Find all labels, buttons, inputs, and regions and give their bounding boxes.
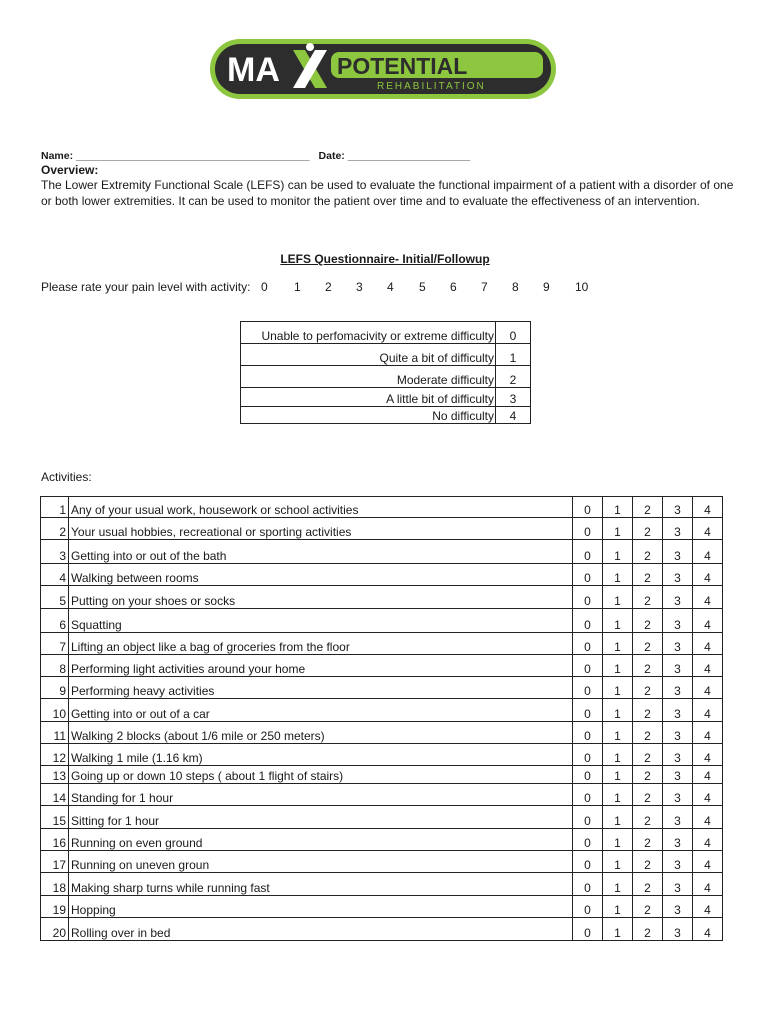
activity-description: Putting on your shoes or socks (69, 586, 573, 609)
activity-description: Hopping (69, 896, 573, 918)
score-option-3[interactable]: 3 (663, 851, 693, 873)
score-option-4[interactable]: 4 (693, 540, 723, 564)
score-option-0[interactable]: 0 (573, 829, 603, 851)
score-option-3[interactable]: 3 (663, 586, 693, 609)
scale-value: 4 (496, 407, 531, 424)
overview-title: Overview: (41, 163, 99, 177)
activity-description: Squatting (69, 609, 573, 633)
score-option-1[interactable]: 1 (603, 766, 633, 784)
score-option-2[interactable]: 2 (633, 784, 663, 806)
scale-row (241, 366, 531, 388)
activity-number: 12 (41, 744, 69, 766)
logo-brand-right: POTENTIAL (337, 53, 468, 79)
score-option-0[interactable]: 0 (573, 564, 603, 586)
score-option-2[interactable]: 2 (633, 873, 663, 896)
score-option-1[interactable]: 1 (603, 655, 633, 677)
activity-number: 7 (41, 633, 69, 655)
score-option-2[interactable]: 2 (633, 586, 663, 609)
score-option-3[interactable]: 3 (663, 829, 693, 851)
activities-label: Activities: (41, 470, 92, 484)
score-option-2[interactable]: 2 (633, 497, 663, 518)
score-option-1[interactable]: 1 (603, 699, 633, 722)
score-option-1[interactable]: 1 (603, 806, 633, 829)
table-row (41, 744, 723, 766)
activity-number: 15 (41, 806, 69, 829)
activity-number: 3 (41, 540, 69, 564)
activity-number: 9 (41, 677, 69, 699)
score-option-3[interactable]: 3 (663, 784, 693, 806)
score-option-0[interactable]: 0 (573, 896, 603, 918)
score-option-2[interactable]: 2 (633, 609, 663, 633)
table-row (41, 633, 723, 655)
score-option-2[interactable]: 2 (633, 851, 663, 873)
pain-level-option[interactable]: 5 (419, 280, 426, 294)
score-option-2[interactable]: 2 (633, 540, 663, 564)
score-option-3[interactable]: 3 (663, 564, 693, 586)
score-option-0[interactable]: 0 (573, 784, 603, 806)
table-row (41, 655, 723, 677)
score-option-3[interactable]: 3 (663, 806, 693, 829)
score-option-0[interactable]: 0 (573, 806, 603, 829)
activity-description: Getting into or out of the bath (69, 540, 573, 564)
score-option-2[interactable]: 2 (633, 677, 663, 699)
pain-level-option[interactable]: 6 (450, 280, 457, 294)
score-option-4[interactable]: 4 (693, 699, 723, 722)
score-option-0[interactable]: 0 (573, 540, 603, 564)
table-row (41, 540, 723, 564)
score-option-0[interactable]: 0 (573, 677, 603, 699)
difficulty-scale-table (240, 321, 531, 424)
score-option-3[interactable]: 3 (663, 918, 693, 941)
name-date-line (41, 150, 470, 162)
score-option-2[interactable]: 2 (633, 655, 663, 677)
activity-number: 2 (41, 518, 69, 540)
table-row (41, 766, 723, 784)
logo-tagline: REHABILITATION (377, 81, 486, 92)
score-option-4[interactable]: 4 (693, 851, 723, 873)
activity-number: 1 (41, 497, 69, 518)
score-option-3[interactable]: 3 (663, 699, 693, 722)
questionnaire-title-text: LEFS Questionnaire- Initial/Followup (280, 252, 490, 266)
score-option-3[interactable]: 3 (663, 655, 693, 677)
scale-value: 3 (496, 388, 531, 407)
score-option-4[interactable]: 4 (693, 784, 723, 806)
score-option-4[interactable]: 4 (693, 677, 723, 699)
activity-number: 5 (41, 586, 69, 609)
score-option-3[interactable]: 3 (663, 766, 693, 784)
activity-description: Rolling over in bed (69, 918, 573, 941)
activity-number: 18 (41, 873, 69, 896)
pain-level-option[interactable]: 9 (543, 280, 550, 294)
score-option-2[interactable]: 2 (633, 699, 663, 722)
activity-description: Standing for 1 hour (69, 784, 573, 806)
score-option-2[interactable]: 2 (633, 918, 663, 941)
score-option-3[interactable]: 3 (663, 518, 693, 540)
activity-description: Walking 2 blocks (about 1/6 mile or 250 meters) (69, 722, 573, 744)
pain-level-option[interactable]: 3 (356, 280, 363, 294)
score-option-0[interactable]: 0 (573, 766, 603, 784)
activity-number: 4 (41, 564, 69, 586)
activity-number: 16 (41, 829, 69, 851)
score-option-0[interactable]: 0 (573, 633, 603, 655)
score-option-0[interactable]: 0 (573, 518, 603, 540)
max-potential-logo (209, 38, 557, 100)
activity-description: Performing heavy activities (69, 677, 573, 699)
activity-description: Lifting an object like a bag of groceries from the floor (69, 633, 573, 655)
scale-value: 1 (496, 344, 531, 366)
table-row (41, 518, 723, 540)
score-option-4[interactable]: 4 (693, 806, 723, 829)
score-option-1[interactable]: 1 (603, 829, 633, 851)
score-option-0[interactable]: 0 (573, 699, 603, 722)
activity-description: Walking 1 mile (1.16 km) (69, 744, 573, 766)
score-option-3[interactable]: 3 (663, 677, 693, 699)
activity-number: 13 (41, 766, 69, 784)
table-row (41, 851, 723, 873)
activity-description: Your usual hobbies, recreational or sporting activities (69, 518, 573, 540)
score-option-2[interactable]: 2 (633, 564, 663, 586)
pain-level-option[interactable]: 2 (325, 280, 332, 294)
score-option-0[interactable]: 0 (573, 497, 603, 518)
score-option-2[interactable]: 2 (633, 722, 663, 744)
table-row (41, 722, 723, 744)
table-row (41, 873, 723, 896)
table-row (41, 586, 723, 609)
score-option-4[interactable]: 4 (693, 722, 723, 744)
activity-description: Getting into or out of a car (69, 699, 573, 722)
score-option-1[interactable]: 1 (603, 784, 633, 806)
score-option-4[interactable]: 4 (693, 633, 723, 655)
score-option-1[interactable]: 1 (603, 896, 633, 918)
table-row (41, 784, 723, 806)
table-row (41, 564, 723, 586)
score-option-0[interactable]: 0 (573, 918, 603, 941)
score-option-1[interactable]: 1 (603, 497, 633, 518)
table-row (41, 609, 723, 633)
score-option-4[interactable]: 4 (693, 609, 723, 633)
activity-number: 10 (41, 699, 69, 722)
table-row (41, 699, 723, 722)
pain-level-row (41, 280, 589, 294)
score-option-0[interactable]: 0 (573, 744, 603, 766)
activity-number: 8 (41, 655, 69, 677)
score-option-4[interactable]: 4 (693, 829, 723, 851)
score-option-1[interactable]: 1 (603, 918, 633, 941)
activity-number: 19 (41, 896, 69, 918)
activity-number: 20 (41, 918, 69, 941)
scale-row (241, 344, 531, 366)
score-option-4[interactable]: 4 (693, 518, 723, 540)
score-option-4[interactable]: 4 (693, 497, 723, 518)
activities-table (40, 496, 723, 941)
score-option-4[interactable]: 4 (693, 918, 723, 941)
score-option-2[interactable]: 2 (633, 806, 663, 829)
score-option-0[interactable]: 0 (573, 586, 603, 609)
scale-row (241, 388, 531, 407)
score-option-3[interactable]: 3 (663, 744, 693, 766)
score-option-2[interactable]: 2 (633, 766, 663, 784)
score-option-0[interactable]: 0 (573, 873, 603, 896)
activity-number: 14 (41, 784, 69, 806)
scale-row (241, 322, 531, 344)
score-option-4[interactable]: 4 (693, 586, 723, 609)
score-option-3[interactable]: 3 (663, 609, 693, 633)
activity-number: 11 (41, 722, 69, 744)
activity-description: Any of your usual work, housework or school activities (69, 497, 573, 518)
score-option-1[interactable]: 1 (603, 609, 633, 633)
score-option-0[interactable]: 0 (573, 609, 603, 633)
score-option-1[interactable]: 1 (603, 586, 633, 609)
score-option-1[interactable]: 1 (603, 873, 633, 896)
score-option-1[interactable]: 1 (603, 722, 633, 744)
score-option-3[interactable]: 3 (663, 722, 693, 744)
score-option-4[interactable]: 4 (693, 744, 723, 766)
activity-number: 6 (41, 609, 69, 633)
table-row (41, 829, 723, 851)
score-option-0[interactable]: 0 (573, 722, 603, 744)
score-option-3[interactable]: 3 (663, 540, 693, 564)
score-option-1[interactable]: 1 (603, 744, 633, 766)
date-field[interactable]: Date: _____________________ (318, 150, 471, 162)
score-option-1[interactable]: 1 (603, 677, 633, 699)
score-option-1[interactable]: 1 (603, 540, 633, 564)
score-option-4[interactable]: 4 (693, 655, 723, 677)
overview-text: The Lower Extremity Functional Scale (LEFS) can be used to evaluate the functional impairment of a patient with a disorder of one or both lower extremities. It can be used to monitor the patient over time and to evaluate the effectiveness of an intervention. (41, 178, 734, 208)
score-option-4[interactable]: 4 (693, 896, 723, 918)
score-option-4[interactable]: 4 (693, 766, 723, 784)
score-option-1[interactable]: 1 (603, 851, 633, 873)
score-option-2[interactable]: 2 (633, 518, 663, 540)
score-option-3[interactable]: 3 (663, 497, 693, 518)
table-row (41, 896, 723, 918)
score-option-1[interactable]: 1 (603, 518, 633, 540)
score-option-2[interactable]: 2 (633, 896, 663, 918)
activity-description: Performing light activities around your home (69, 655, 573, 677)
scale-label: No difficulty (241, 407, 496, 424)
score-option-3[interactable]: 3 (663, 633, 693, 655)
score-option-1[interactable]: 1 (603, 633, 633, 655)
table-row (41, 677, 723, 699)
activity-description: Going up or down 10 steps ( about 1 flight of stairs) (69, 766, 573, 784)
scale-value: 2 (496, 366, 531, 388)
table-row (41, 918, 723, 941)
score-option-2[interactable]: 2 (633, 829, 663, 851)
activity-description: Running on uneven groun (69, 851, 573, 873)
score-option-4[interactable]: 4 (693, 564, 723, 586)
activity-description: Walking between rooms (69, 564, 573, 586)
score-option-1[interactable]: 1 (603, 564, 633, 586)
activity-description: Making sharp turns while running fast (69, 873, 573, 896)
pain-level-option[interactable]: 8 (512, 280, 519, 294)
table-row (41, 806, 723, 829)
activity-number: 17 (41, 851, 69, 873)
pain-level-option[interactable]: 4 (387, 280, 394, 294)
scale-label: Quite a bit of difficulty (241, 344, 496, 366)
scale-label: Unable to perfomacivity or extreme difficulty (241, 322, 496, 344)
pain-level-option[interactable]: 7 (481, 280, 488, 294)
pain-prompt: Please rate your pain level with activity: (41, 280, 251, 294)
activity-description: Running on even ground (69, 829, 573, 851)
score-option-4[interactable]: 4 (693, 873, 723, 896)
logo-brand-left: MA (227, 51, 280, 89)
questionnaire-title (0, 252, 770, 266)
scale-label: Moderate difficulty (241, 366, 496, 388)
pain-level-option[interactable]: 10 (575, 280, 589, 294)
pain-level-option[interactable]: 0 (261, 280, 268, 294)
scale-value: 0 (496, 322, 531, 344)
score-option-2[interactable]: 2 (633, 633, 663, 655)
pain-level-option[interactable]: 1 (294, 280, 301, 294)
score-option-3[interactable]: 3 (663, 873, 693, 896)
scale-row (241, 407, 531, 424)
name-field[interactable]: Name: ________________________________________ (41, 150, 310, 162)
score-option-2[interactable]: 2 (633, 744, 663, 766)
score-option-3[interactable]: 3 (663, 896, 693, 918)
scale-label: A little bit of difficulty (241, 388, 496, 407)
score-option-0[interactable]: 0 (573, 851, 603, 873)
table-row (41, 497, 723, 518)
score-option-0[interactable]: 0 (573, 655, 603, 677)
activity-description: Sitting for 1 hour (69, 806, 573, 829)
